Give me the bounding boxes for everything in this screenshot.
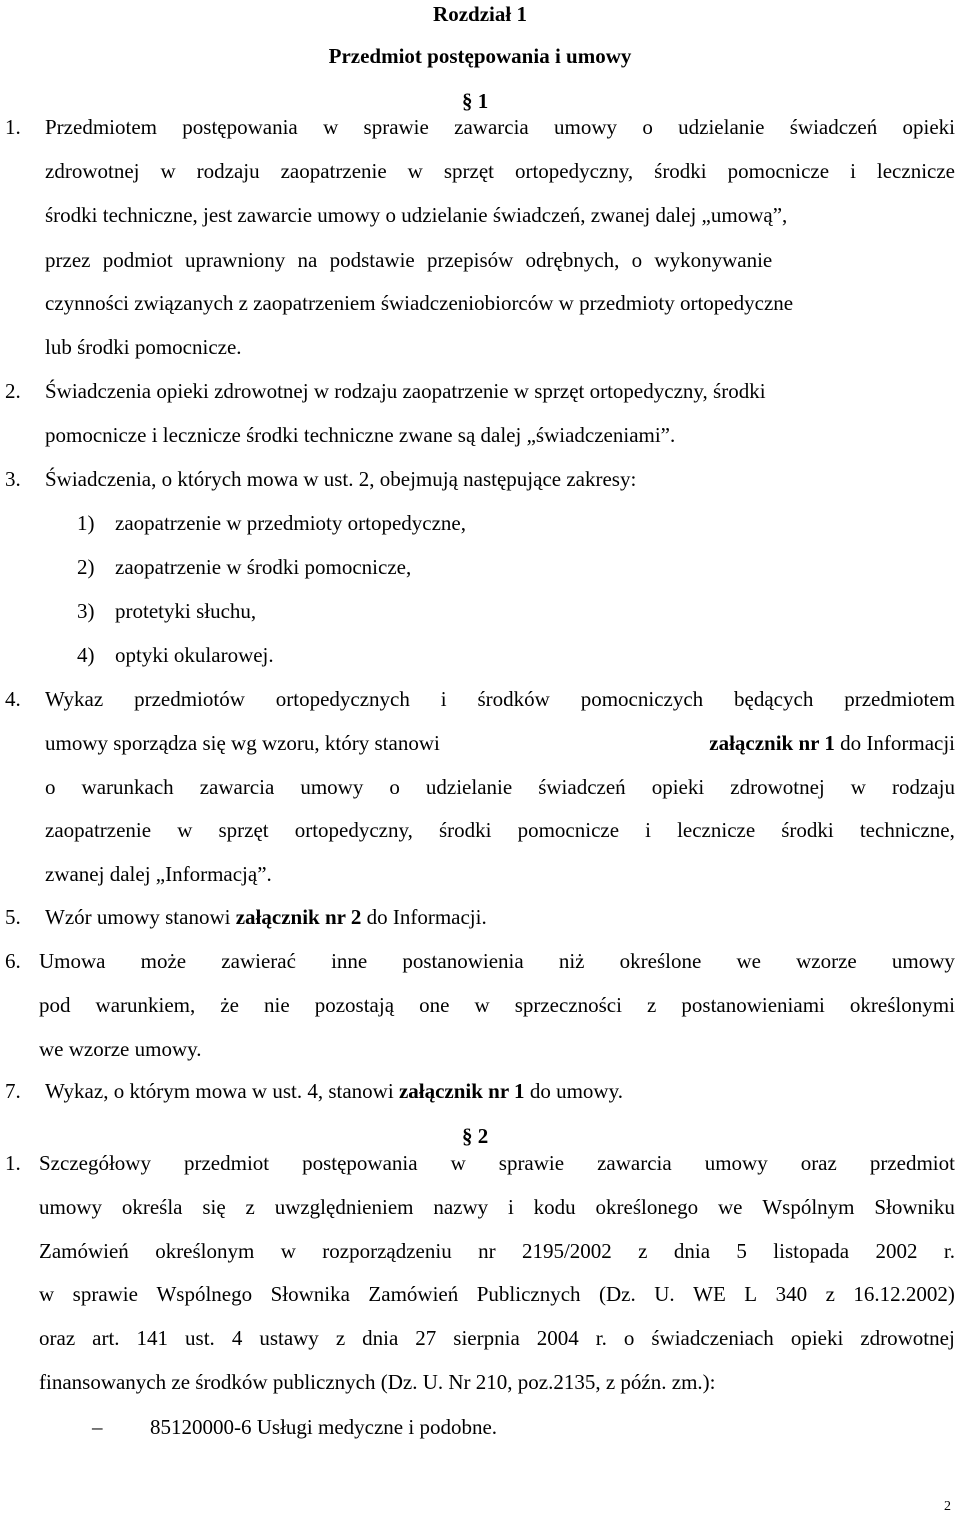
item-6-line-3: we wzorze umowy. — [39, 1037, 202, 1061]
item-6-line-1: Umowa może zawierać inne postanowienia niż określone we wzorze umowy — [39, 949, 955, 973]
item-5-number: 5. — [5, 905, 21, 929]
attachment-2-ref: załącznik nr 2 — [235, 905, 362, 929]
chapter-title: Rozdział 1 — [433, 2, 527, 26]
item-5-line-1: Wzór umowy stanowi załącznik nr 2 do Informacji. — [45, 905, 487, 929]
s2-item-1-number: 1. — [5, 1151, 21, 1175]
item-3-line-1: Świadczenia, o których mowa w ust. 2, obejmują następujące zakresy: — [45, 467, 637, 491]
dash-bullet: – — [92, 1415, 103, 1439]
s2-item-1-line-3: Zamówień określonym w rozporządzeniu nr 2195/2002 z dnia 5 listopada 2002 r. — [39, 1239, 955, 1263]
section-sign-icon: § — [462, 89, 473, 113]
item-3-sub-3-number: 3) — [77, 599, 95, 623]
item-1-line-6: lub środki pomocnicze. — [45, 335, 242, 359]
section-sign-icon: § — [462, 1124, 473, 1148]
item-2-line-2: pomocnicze i lecznicze środki techniczne zwane są dalej „świadczeniami”. — [45, 423, 676, 447]
item-2-line-1: Świadczenia opieki zdrowotnej w rodzaju zaopatrzenie w sprzęt ortopedyczny, środki — [45, 379, 766, 403]
item-6-line-2: pod warunkiem, że nie pozostają one w sprzeczności z postanowieniami określonymi — [39, 993, 955, 1017]
item-3-sub-3-text: protetyki słuchu, — [115, 599, 257, 623]
item-4-line-3: o warunkach zawarcia umowy o udzielanie świadczeń opieki zdrowotnej w rodzaju — [45, 775, 955, 799]
item-4-line-4: zaopatrzenie w sprzęt ortopedyczny, środki pomocnicze i lecznicze środki techniczne, — [45, 818, 955, 842]
item-7-line-1: Wykaz, o którym mowa w ust. 4, stanowi załącznik nr 1 do umowy. — [45, 1079, 623, 1103]
s2-item-1-line-6: finansowanych ze środków publicznych (Dz. U. Nr 210, poz.2135, z późn. zm.): — [39, 1370, 716, 1394]
item-3-sub-4-number: 4) — [77, 643, 95, 667]
item-1-line-5: czynności związanych z zaopatrzeniem świadczeniobiorców w przedmioty ortopedyczne — [45, 291, 794, 315]
item-1-line-4: przez podmiot uprawniony na podstawie przepisów odrębnych, o wykonywanie — [45, 248, 773, 272]
s2-item-1-line-4: w sprawie Wspólnego Słownika Zamówień Publicznych (Dz. U. WE L 340 z 16.12.2002) — [39, 1282, 955, 1306]
s2-item-1-line-2: umowy określa się z uwzględnieniem nazwy i kodu określonego we Wspólnym Słowniku — [39, 1195, 955, 1219]
attachment-1-ref: załącznik nr 1 — [398, 1079, 525, 1103]
item-4-line-5: zwanej dalej „Informacją”. — [45, 862, 272, 886]
item-1-line-3: środki techniczne, jest zawarcie umowy o udzielanie świadczeń, zwanej dalej „umową”, — [45, 203, 788, 227]
s2-item-1-line-1: Szczegółowy przedmiot postępowania w sprawie zawarcia umowy oraz przedmiot — [39, 1151, 955, 1175]
item-4-number: 4. — [5, 687, 21, 711]
item-7-number: 7. — [5, 1079, 21, 1103]
item-4-line-2: umowy sporządza się wg wzoru, który stanowi załącznik nr 1 do Informacji — [45, 731, 955, 755]
item-6-number: 6. — [5, 949, 21, 973]
item-3-number: 3. — [5, 467, 21, 491]
item-1-line-1: Przedmiotem postępowania w sprawie zawarcia umowy o udzielanie świadczeń opieki — [45, 115, 955, 139]
chapter-subtitle: Przedmiot postępowania i umowy — [328, 44, 632, 68]
item-3-sub-2-number: 2) — [77, 555, 95, 579]
page-number: 2 — [944, 1499, 951, 1514]
item-2-number: 2. — [5, 379, 21, 403]
item-4-line-1: Wykaz przedmiotów ortopedycznych i środków pomocniczych będących przedmiotem — [45, 687, 955, 711]
item-3-sub-1-text: zaopatrzenie w przedmioty ortopedyczne, — [115, 511, 467, 535]
item-1-line-2: zdrowotnej w rodzaju zaopatrzenie w sprzęt ortopedyczny, środki pomocnicze i lecznicze — [45, 159, 955, 183]
s2-item-1-line-5: oraz art. 141 ust. 4 ustawy z dnia 27 sierpnia 2004 r. o świadczeniach opieki zdrowotnej — [39, 1326, 955, 1350]
item-3-sub-1-number: 1) — [77, 511, 95, 535]
item-1-number: 1. — [5, 115, 21, 139]
section-1-heading: § 1 — [462, 89, 489, 113]
item-3-sub-2-text: zaopatrzenie w środki pomocnicze, — [115, 555, 412, 579]
cpv-code-item: 85120000-6 Usługi medyczne i podobne. — [150, 1415, 498, 1439]
item-3-sub-4-text: optyki okularowej. — [115, 643, 274, 667]
section-2-heading: § 2 — [462, 1124, 489, 1148]
attachment-1-ref: załącznik nr 1 — [709, 731, 835, 755]
